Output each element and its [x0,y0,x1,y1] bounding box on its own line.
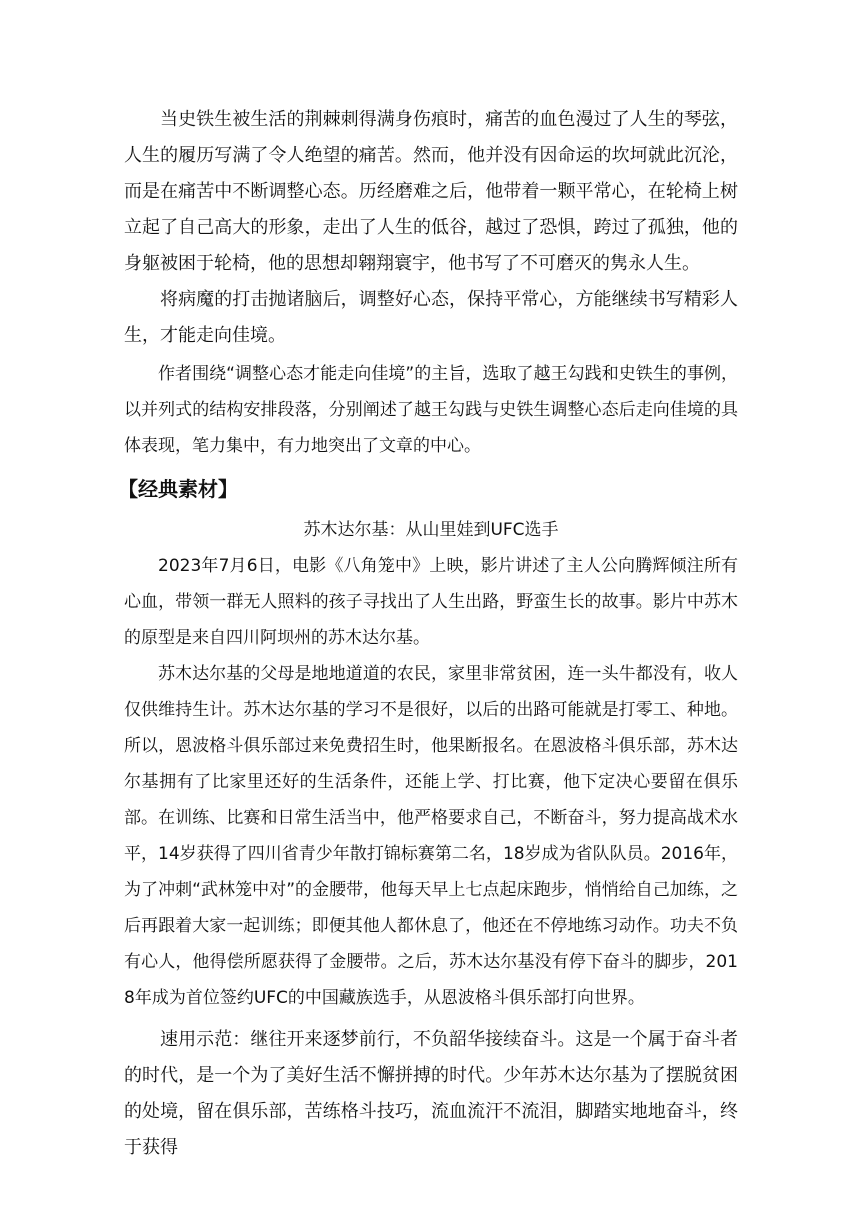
analysis-paragraph: 作者围绕“调整心态才能走向佳境”的主旨，选取了越王勾践和史铁生的事例，以并列式的结构安排段落，分别阐述了越王勾践与史铁生调整心态后走向佳境的具体表现，笔力集中，有力地突出了文章的中心。 [124,364,738,456]
article-paragraph-2: 苏木达尔基的父母是地地道道的农民，家里非常贫困，连一头牛都没有，收人仅供维持生计。苏木达尔基的学习不是很好，以后的出路可能就是打零工、种地。所以，恩波格斗俱乐部过来免费招生时，他果断报名。在恩波格斗俱乐部，苏木达尔基拥有了比家里还好的生活条件，还能上学、打比赛，他下定决心要留在俱乐部。在训练、比赛和日常生活当中，他严格要求自己，不断奋斗，努力提高战术水平，14岁获得了四川省青少年散打锦标赛第二名，18岁成为省队队员。2016年，为了冲刺“武林笼中对”的金腰带，他每天早上七点起床跑步，悄悄给自己加练，之后再跟着大家一起训练；即便其他人都休息了，他还在不停地练习动作。功夫不负有心人，他得偿所愿获得了金腰带。之后，苏木达尔基没有停下奋斗的脚步，2018年成为首位签约UFC的中国藏族选手，从恩波格斗俱乐部打向世界。 [124,664,738,1008]
page-content [118,102,738,1166]
usage-paragraph: 速用示范：继往开来逐梦前行，不负韶华接续奋斗。这是一个属于奋斗者的时代，是一个为了美好生活不懈拼搏的时代。少年苏木达尔基为了摆脱贫困的处境，留在俱乐部，苦练格斗技巧，流血流汗不流泪，脚踏实地地奋斗，终于获得 [124,1029,738,1158]
article-paragraph-1: 2023年7月6日，电影《八角笼中》上映，影片讲述了主人公向腾辉倾注所有心血，带领一群无人照料的孩子寻找出了人生出路，野蛮生长的故事。影片中苏木的原型是来自四川阿坝州的苏木达尔基。 [124,556,738,648]
intro-paragraph-1: 当史铁生被生活的荆棘刺得满身伤痕时，痛苦的血色漫过了人生的琴弦，人生的履历写满了令人绝望的痛苦。然而，他并没有因命运的坎坷就此沉沦，而是在痛苦中不断调整心态。历经磨难之后，他带着一颗平常心，在轮椅上树立起了自己高大的形象，走出了人生的低谷，越过了恐惧，跨过了孤独，他的身躯被困于轮椅，他的思想却翱翔寰宇，他书写了不可磨灭的隽永人生。 [124,109,738,274]
section-heading: 【经典素材】 [118,477,238,501]
article-title: 苏木达尔基：从山里娃到UFC选手 [303,520,559,540]
intro-paragraph-2: 将病魔的打击抛诸脑后，调整好心态，保持平常心，方能继续书写精彩人生，才能走向佳境。 [124,289,738,346]
